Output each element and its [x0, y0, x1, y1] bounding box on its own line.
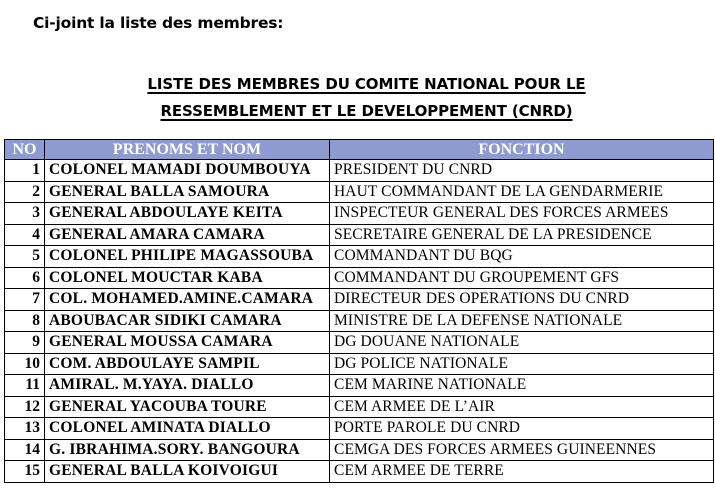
row-number: 4 — [5, 224, 45, 246]
table-row — [5, 203, 714, 225]
member-name: GENERAL AMARA CAMARA — [45, 224, 330, 246]
member-function: PORTE PAROLE DU CNRD — [330, 418, 714, 440]
row-number: 8 — [5, 310, 45, 332]
header-no: NO — [5, 140, 45, 160]
row-number: 14 — [5, 439, 45, 461]
members-table — [4, 139, 714, 483]
table-row — [5, 267, 714, 289]
table-row — [5, 353, 714, 375]
document-title-line-2: RESSEMBLEMENT ET LE DEVELOPPEMENT (CNRD) — [160, 102, 573, 120]
member-function: DG POLICE NATIONALE — [330, 353, 714, 375]
header-name: PRENOMS ET NOM — [45, 140, 330, 160]
member-name: COM. ABDOULAYE SAMPIL — [45, 353, 330, 375]
table-row — [5, 461, 714, 483]
table-row — [5, 181, 714, 203]
member-function: PRESIDENT DU CNRD — [330, 160, 714, 182]
table-header-row — [5, 140, 714, 160]
member-name: COLONEL MAMADI DOUMBOUYA — [45, 160, 330, 182]
member-function: CEM ARMEE DE L’AIR — [330, 396, 714, 418]
table-body — [5, 160, 714, 483]
member-name: G. IBRAHIMA.SORY. BANGOURA — [45, 439, 330, 461]
member-function: DIRECTEUR DES OPERATIONS DU CNRD — [330, 289, 714, 311]
member-name: COLONEL MOUCTAR KABA — [45, 267, 330, 289]
table-row — [5, 375, 714, 397]
table-row — [5, 160, 714, 182]
member-function: MINISTRE DE LA DEFENSE NATIONALE — [330, 310, 714, 332]
member-function: DG DOUANE NATIONALE — [330, 332, 714, 354]
table-row — [5, 439, 714, 461]
member-name: GENERAL BALLA SAMOURA — [45, 181, 330, 203]
member-function: CEMGA DES FORCES ARMEES GUINEENNES — [330, 439, 714, 461]
member-name: GENERAL MOUSSA CAMARA — [45, 332, 330, 354]
row-number: 15 — [5, 461, 45, 483]
document-title — [0, 71, 715, 125]
header-function: FONCTION — [330, 140, 714, 160]
member-name: GENERAL ABDOULAYE KEITA — [45, 203, 330, 225]
member-function: INSPECTEUR GENERAL DES FORCES ARMEES — [330, 203, 714, 225]
member-name: GENERAL BALLA KOIVOIGUI — [45, 461, 330, 483]
member-function: CEM MARINE NATIONALE — [330, 375, 714, 397]
row-number: 13 — [5, 418, 45, 440]
table-row — [5, 332, 714, 354]
row-number: 6 — [5, 267, 45, 289]
member-name: GENERAL YACOUBA TOURE — [45, 396, 330, 418]
table-row — [5, 246, 714, 268]
member-function: SECRETAIRE GENERAL DE LA PRESIDENCE — [330, 224, 714, 246]
row-number: 11 — [5, 375, 45, 397]
member-function: CEM ARMEE DE TERRE — [330, 461, 714, 483]
row-number: 7 — [5, 289, 45, 311]
row-number: 12 — [5, 396, 45, 418]
member-function: COMMANDANT DU BQG — [330, 246, 714, 268]
row-number: 5 — [5, 246, 45, 268]
row-number: 9 — [5, 332, 45, 354]
table-row — [5, 224, 714, 246]
intro-text: Ci-joint la liste des membres: — [33, 14, 284, 32]
document-title-line-1: LISTE DES MEMBRES DU COMITE NATIONAL POUR LE — [147, 75, 586, 93]
member-function: HAUT COMMANDANT DE LA GENDARMERIE — [330, 181, 714, 203]
row-number: 10 — [5, 353, 45, 375]
table-row — [5, 418, 714, 440]
member-name: AMIRAL. M.YAYA. DIALLO — [45, 375, 330, 397]
table-row — [5, 289, 714, 311]
member-name: COLONEL AMINATA DIALLO — [45, 418, 330, 440]
table-row — [5, 310, 714, 332]
row-number: 2 — [5, 181, 45, 203]
member-function: COMMANDANT DU GROUPEMENT GFS — [330, 267, 714, 289]
row-number: 1 — [5, 160, 45, 182]
member-name: COL. MOHAMED.AMINE.CAMARA — [45, 289, 330, 311]
table-row — [5, 396, 714, 418]
row-number: 3 — [5, 203, 45, 225]
member-name: COLONEL PHILIPE MAGASSOUBA — [45, 246, 330, 268]
member-name: ABOUBACAR SIDIKI CAMARA — [45, 310, 330, 332]
